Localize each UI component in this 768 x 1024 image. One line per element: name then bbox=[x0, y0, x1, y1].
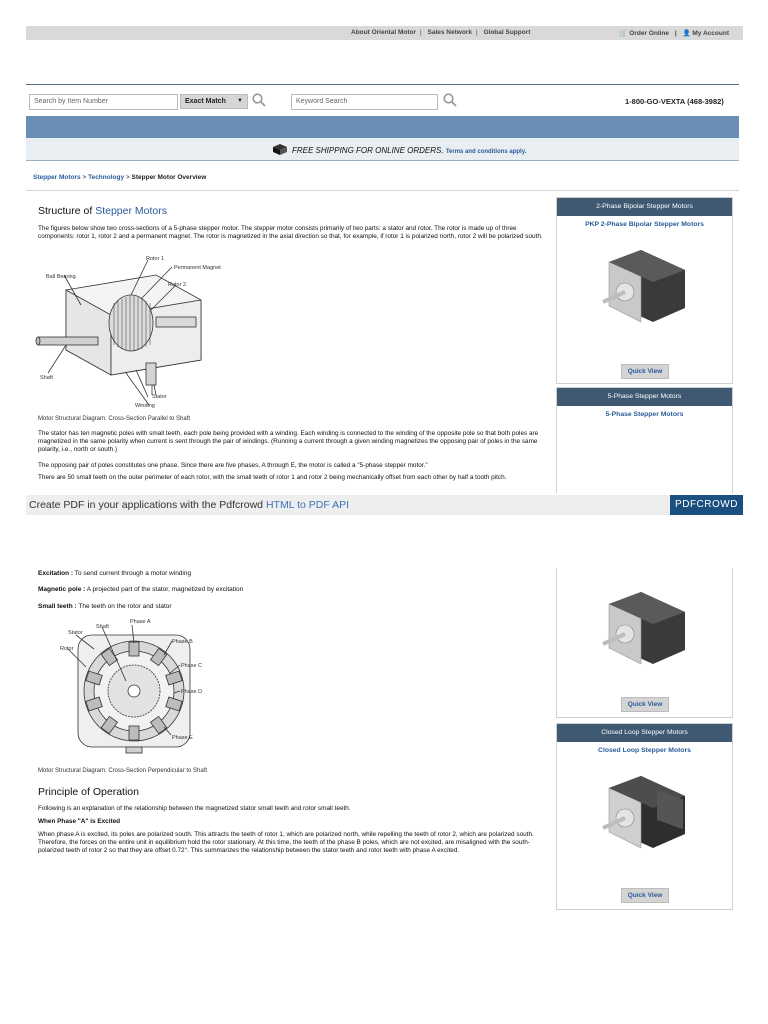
search-icon[interactable] bbox=[252, 93, 266, 107]
breadcrumb: Stepper Motors > Technology > Stepper Motor Overview bbox=[33, 174, 207, 181]
phone-number: 1-800-GO-VEXTA (468-3982) bbox=[625, 97, 724, 106]
label-stator: Stator bbox=[68, 630, 83, 636]
caret-down-icon: ▼ bbox=[237, 98, 243, 104]
title-prefix: Structure of bbox=[38, 205, 93, 217]
card-header: 5-Phase Stepper Motors bbox=[557, 388, 732, 406]
definition-excitation bbox=[38, 570, 191, 577]
card-header: Closed Loop Stepper Motors bbox=[557, 724, 732, 742]
label-rotor: Rotor bbox=[60, 646, 74, 652]
breadcrumb-technology[interactable]: Technology bbox=[88, 174, 125, 181]
shipping-text: FREE SHIPPING FOR ONLINE ORDERS. bbox=[292, 146, 444, 155]
label-phase-e: Phase E bbox=[172, 735, 193, 741]
breadcrumb-current: Stepper Motor Overview bbox=[131, 174, 207, 181]
header-divider bbox=[26, 84, 739, 85]
sidebar-card-2phase bbox=[556, 197, 733, 384]
card-link[interactable]: 5-Phase Stepper Motors bbox=[605, 411, 684, 418]
pdfcrowd-logo[interactable]: PDFCROWD bbox=[670, 495, 743, 515]
stator-paragraph: The stator has ten magnetic poles with small teeth, each pole being provided with a winding. Each winding is connected to the winding of the opposite pole so that both poles are magnetized in the same polarity when current is sent through the pair of windings. (Running a current through a given winding magnetizes the opposing pair of poles in the same polarity, i.e., north or south.) bbox=[38, 430, 539, 453]
label-rotor2: Rotor 2 bbox=[168, 282, 187, 288]
card-header: 2-Phase Bipolar Stepper Motors bbox=[557, 198, 732, 216]
page-title bbox=[38, 205, 167, 217]
quick-view-button[interactable]: Quick View bbox=[621, 697, 669, 712]
motor-perpendicular-cross-section-diagram bbox=[56, 615, 216, 765]
term: Excitation : bbox=[38, 570, 74, 577]
item-number-search-input[interactable]: Search by Item Number bbox=[29, 94, 178, 110]
teeth-paragraph: There are 50 small teeth on the outer perimeter of each rotor, with the small teeth of rotor 1 and rotor 2 being mechanically offset from each other by half a tooth pitch. bbox=[38, 474, 507, 481]
shipping-box-icon bbox=[272, 144, 288, 155]
closed-loop-motor-image bbox=[597, 762, 693, 858]
label-ball-bearing: Ball Bearing bbox=[46, 274, 76, 280]
quick-view-button[interactable]: Quick View bbox=[621, 888, 669, 903]
principle-title: Principle of Operation bbox=[38, 786, 139, 798]
label-phase-b: Phase B bbox=[172, 639, 193, 645]
phase-a-heading: When Phase "A" is Excited bbox=[38, 818, 121, 825]
breadcrumb-divider bbox=[26, 190, 739, 191]
quick-view-button[interactable]: Quick View bbox=[621, 364, 669, 379]
label-rotor1: Rotor 1 bbox=[146, 256, 165, 262]
principle-intro: Following is an explanation of the relationship between the magnetized stator small teeth and rotor small teeth. bbox=[38, 805, 351, 812]
top-utility-bar bbox=[26, 26, 743, 40]
utility-links: About Oriental Motor | Sales Network | Global Support bbox=[351, 29, 531, 36]
main-nav-bar bbox=[26, 116, 739, 138]
keyword-search-icon[interactable] bbox=[443, 93, 457, 107]
pdfcrowd-api-link[interactable]: HTML to PDF API bbox=[265, 499, 349, 511]
card-link[interactable]: Closed Loop Stepper Motors bbox=[598, 747, 691, 754]
breadcrumb-stepper-motors[interactable]: Stepper Motors bbox=[33, 174, 81, 181]
order-online-link[interactable]: Order Online bbox=[629, 30, 670, 37]
match-type-value: Exact Match bbox=[185, 98, 226, 105]
my-account-link[interactable]: My Account bbox=[692, 30, 729, 37]
motor-parallel-cross-section-diagram bbox=[36, 255, 221, 420]
label-winding: Winding bbox=[135, 403, 155, 409]
pdfcrowd-text: Create PDF in your applications with the Pdfcrowd bbox=[29, 499, 264, 511]
definition-small-teeth bbox=[38, 603, 172, 610]
sidebar-card-closed-loop bbox=[556, 723, 733, 910]
term: Small teeth : bbox=[38, 603, 77, 610]
stepper-motor-image bbox=[597, 236, 693, 332]
label-phase-d: Phase D bbox=[181, 689, 203, 695]
shipping-terms-link[interactable]: Terms and conditions apply. bbox=[445, 149, 527, 155]
sidebar-card-5phase-continued bbox=[556, 568, 733, 718]
card-link[interactable]: PKP 2-Phase Bipolar Stepper Motors bbox=[585, 221, 704, 228]
label-shaft: Shaft bbox=[96, 624, 109, 630]
match-type-select[interactable] bbox=[180, 94, 248, 109]
term: Magnetic pole : bbox=[38, 586, 86, 593]
figure-2-caption: Motor Structural Diagram: Cross-Section Perpendicular to Shaft bbox=[38, 768, 208, 774]
label-stator: Stator bbox=[152, 394, 167, 400]
keyword-search-input[interactable]: Keyword Search bbox=[291, 94, 438, 110]
sidebar-card-5phase bbox=[556, 387, 733, 493]
global-support-link[interactable]: Global Support bbox=[483, 29, 531, 36]
definition-text: The teeth on the rotor and stator bbox=[78, 603, 172, 610]
about-link[interactable]: About Oriental Motor bbox=[351, 29, 416, 36]
sales-network-link[interactable]: Sales Network bbox=[427, 29, 472, 36]
label-phase-a: Phase A bbox=[130, 619, 151, 625]
title-link[interactable]: Stepper Motors bbox=[95, 205, 167, 217]
definition-text: A projected part of the stator, magnetized by excitation bbox=[86, 586, 244, 593]
phase-a-paragraph: When phase A is excited, its poles are polarized south. This attracts the teeth of rotor 1, which are polarized north, while repelling the teeth of rotor 2, which are polarized south. Therefore, the forces on the entire unit in equilibrium hold the rotor stationary. At this time, the teeth of the phase B poles, which are not excited, are misaligned with the south-polarized teeth of rotor 2 so that they are offset 0.72°. This summarizes the relationship between the stator teeth and rotor teeth with phase A excited. bbox=[38, 831, 534, 854]
definition-magnetic-pole bbox=[38, 586, 243, 593]
label-permanent-magnet: Permanent Magnet bbox=[174, 265, 221, 271]
phase-paragraph: The opposing pair of poles constitutes one phase. Since there are five phases, A through E, the motor is called a "5-phase stepper motor." bbox=[38, 462, 428, 469]
stepper-motor-image bbox=[597, 578, 693, 674]
intro-paragraph: The figures below show two cross-sections of a 5-phase stepper motor. The stepper motor consists primarily of two parts: a stator and rotor. The rotor is made up of three components: rotor 1, rotor 2 and a permanent magnet. The rotor is magnetized in the axial direction so that, for example, if rotor 1 is polarized north, rotor 2 will be polarized south. bbox=[38, 225, 543, 240]
label-shaft: Shaft bbox=[40, 375, 53, 381]
shipping-banner bbox=[26, 138, 739, 161]
label-phase-c: Phase C bbox=[181, 663, 203, 669]
pdfcrowd-banner bbox=[26, 495, 743, 515]
definition-text: To send current through a motor winding bbox=[74, 570, 192, 577]
user-icon: 👤 bbox=[682, 30, 691, 37]
cart-icon: 🛒 bbox=[619, 30, 628, 37]
figure-1-caption: Motor Structural Diagram: Cross-Section Parallel to Shaft bbox=[38, 416, 191, 422]
account-links: 🛒 Order Online | 👤 My Account bbox=[619, 30, 729, 37]
